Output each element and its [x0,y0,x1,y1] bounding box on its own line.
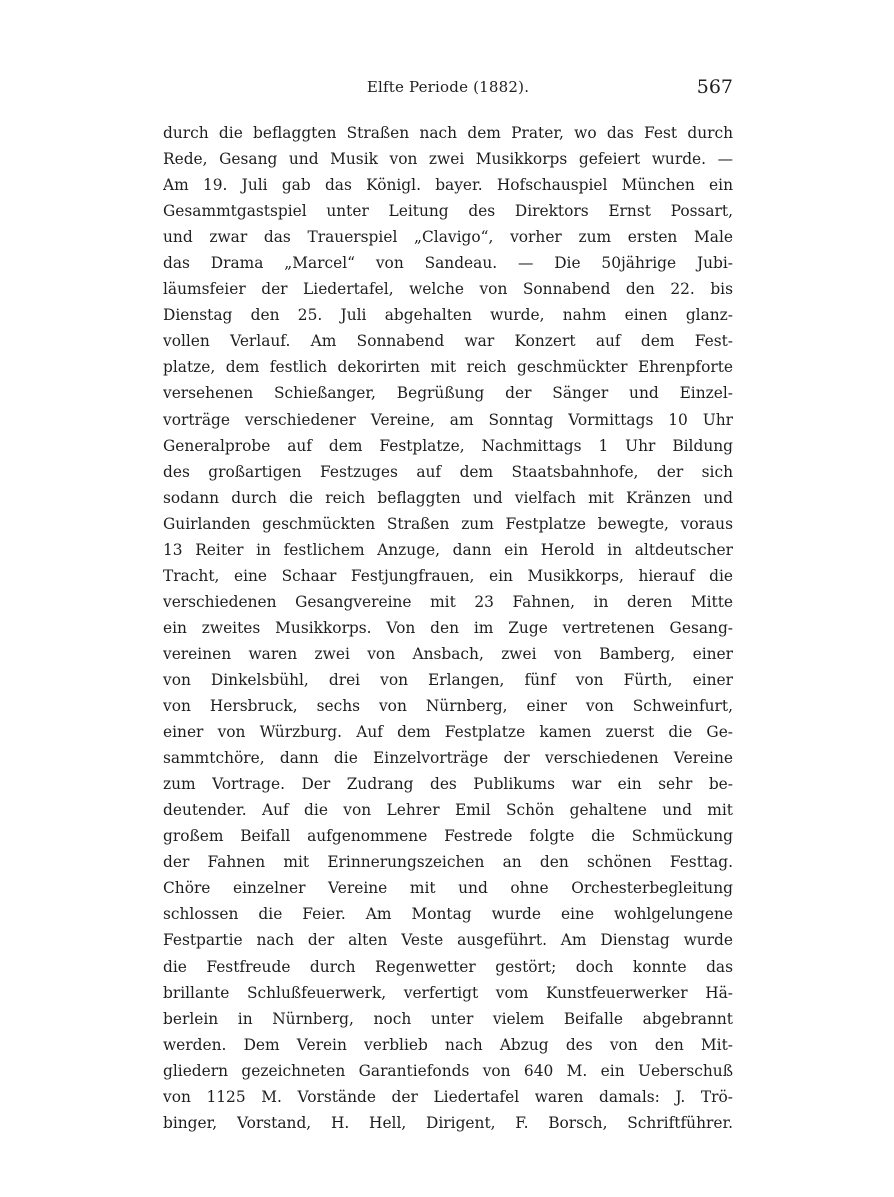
text-line: vorträge verschiedener Vereine, am Sonntag Vormittags 10 Uhr [163,410,733,429]
text-line: Tracht, eine Schaar Festjungfrauen, ein Musikkorps, hierauf die [163,566,733,585]
text-line: vereinen waren zwei von Ansbach, zwei von Bamberg, einer [163,644,733,663]
text-line: einer von Würzburg. Auf dem Festplatze kamen zuerst die Ge- [163,723,733,742]
text-line: binger, Vorstand, H. Hell, Dirigent, F. Borsch, Schriftführer. [163,1113,733,1132]
text-line: der Fahnen mit Erinnerungszeichen an den schönen Festtag. [163,853,733,872]
text-line: platze, dem festlich dekorirten mit reich geschmückter Ehrenpforte [163,358,733,377]
text-line: zum Vortrage. Der Zudrang des Publikums war ein sehr be- [163,775,733,794]
text-line: gliedern gezeichneten Garantiefonds von 640 M. ein Ueberschuß [163,1061,733,1080]
text-line: versehenen Schießanger, Begrüßung der Sänger und Einzel- [163,384,733,403]
text-line: werden. Dem Verein verblieb nach Abzug des von den Mit- [163,1035,733,1054]
text-line: läumsfeier der Liedertafel, welche von Sonnabend den 22. bis [163,280,733,299]
text-line: von 1125 M. Vorstände der Liedertafel waren damals: J. Trö- [163,1087,733,1106]
text-line: des großartigen Festzuges auf dem Staatsbahnhofe, der sich [163,462,733,481]
text-line: ein zweites Musikkorps. Von den im Zuge vertretenen Gesang- [163,618,733,637]
text-line: Generalprobe auf dem Festplatze, Nachmittags 1 Uhr Bildung [163,436,733,455]
text-line: schlossen die Feier. Am Montag wurde eine wohlgelungene [163,905,733,924]
text-line: Chöre einzelner Vereine mit und ohne Orchesterbegleitung [163,879,733,898]
text-line: Am 19. Juli gab das Königl. bayer. Hofschauspiel München ein [163,176,733,195]
page-header [163,76,733,104]
text-line: und zwar das Trauerspiel „Clavigo“, vorher zum ersten Male [163,228,733,247]
text-line: sodann durch die reich beflaggten und vielfach mit Kränzen und [163,488,733,507]
text-line: verschiedenen Gesangvereine mit 23 Fahnen, in deren Mitte [163,592,733,611]
text-line: Guirlanden geschmückten Straßen zum Festplatze bewegte, voraus [163,514,733,533]
text-line: von Dinkelsbühl, drei von Erlangen, fünf von Fürth, einer [163,670,733,689]
body-text [163,120,733,1136]
text-line: 13 Reiter in festlichem Anzuge, dann ein Herold in altdeutscher [163,540,733,559]
text-line: Rede, Gesang und Musik von zwei Musikkorps gefeiert wurde. — [163,150,733,169]
text-line: großem Beifall aufgenommene Festrede folgte die Schmückung [163,827,733,846]
text-line: die Festfreude durch Regenwetter gestört; doch konnte das [163,957,733,976]
text-line: berlein in Nürnberg, noch unter vielem Beifalle abgebrannt [163,1009,733,1028]
text-line: brillante Schlußfeuerwerk, verfertigt vom Kunstfeuerwerker Hä- [163,983,733,1002]
page-number: 567 [696,76,733,98]
text-line: deutender. Auf die von Lehrer Emil Schön gehaltene und mit [163,801,733,820]
text-line: durch die beflaggten Straßen nach dem Prater, wo das Fest durch [163,124,733,142]
text-line: von Hersbruck, sechs von Nürnberg, einer von Schweinfurt, [163,697,733,716]
text-line: sammtchöre, dann die Einzelvorträge der verschiedenen Vereine [163,749,733,768]
text-line: das Drama „Marcel“ von Sandeau. — Die 50jährige Jubi- [163,254,733,273]
text-line: Festpartie nach der alten Veste ausgeführt. Am Dienstag wurde [163,931,733,950]
text-line: Dienstag den 25. Juli abgehalten wurde, nahm einen glanz- [163,306,733,325]
text-line: vollen Verlauf. Am Sonnabend war Konzert auf dem Fest- [163,332,733,351]
text-line: Gesammtgastspiel unter Leitung des Direktors Ernst Possart, [163,202,733,221]
running-head: Elfte Periode (1882). [366,78,530,96]
